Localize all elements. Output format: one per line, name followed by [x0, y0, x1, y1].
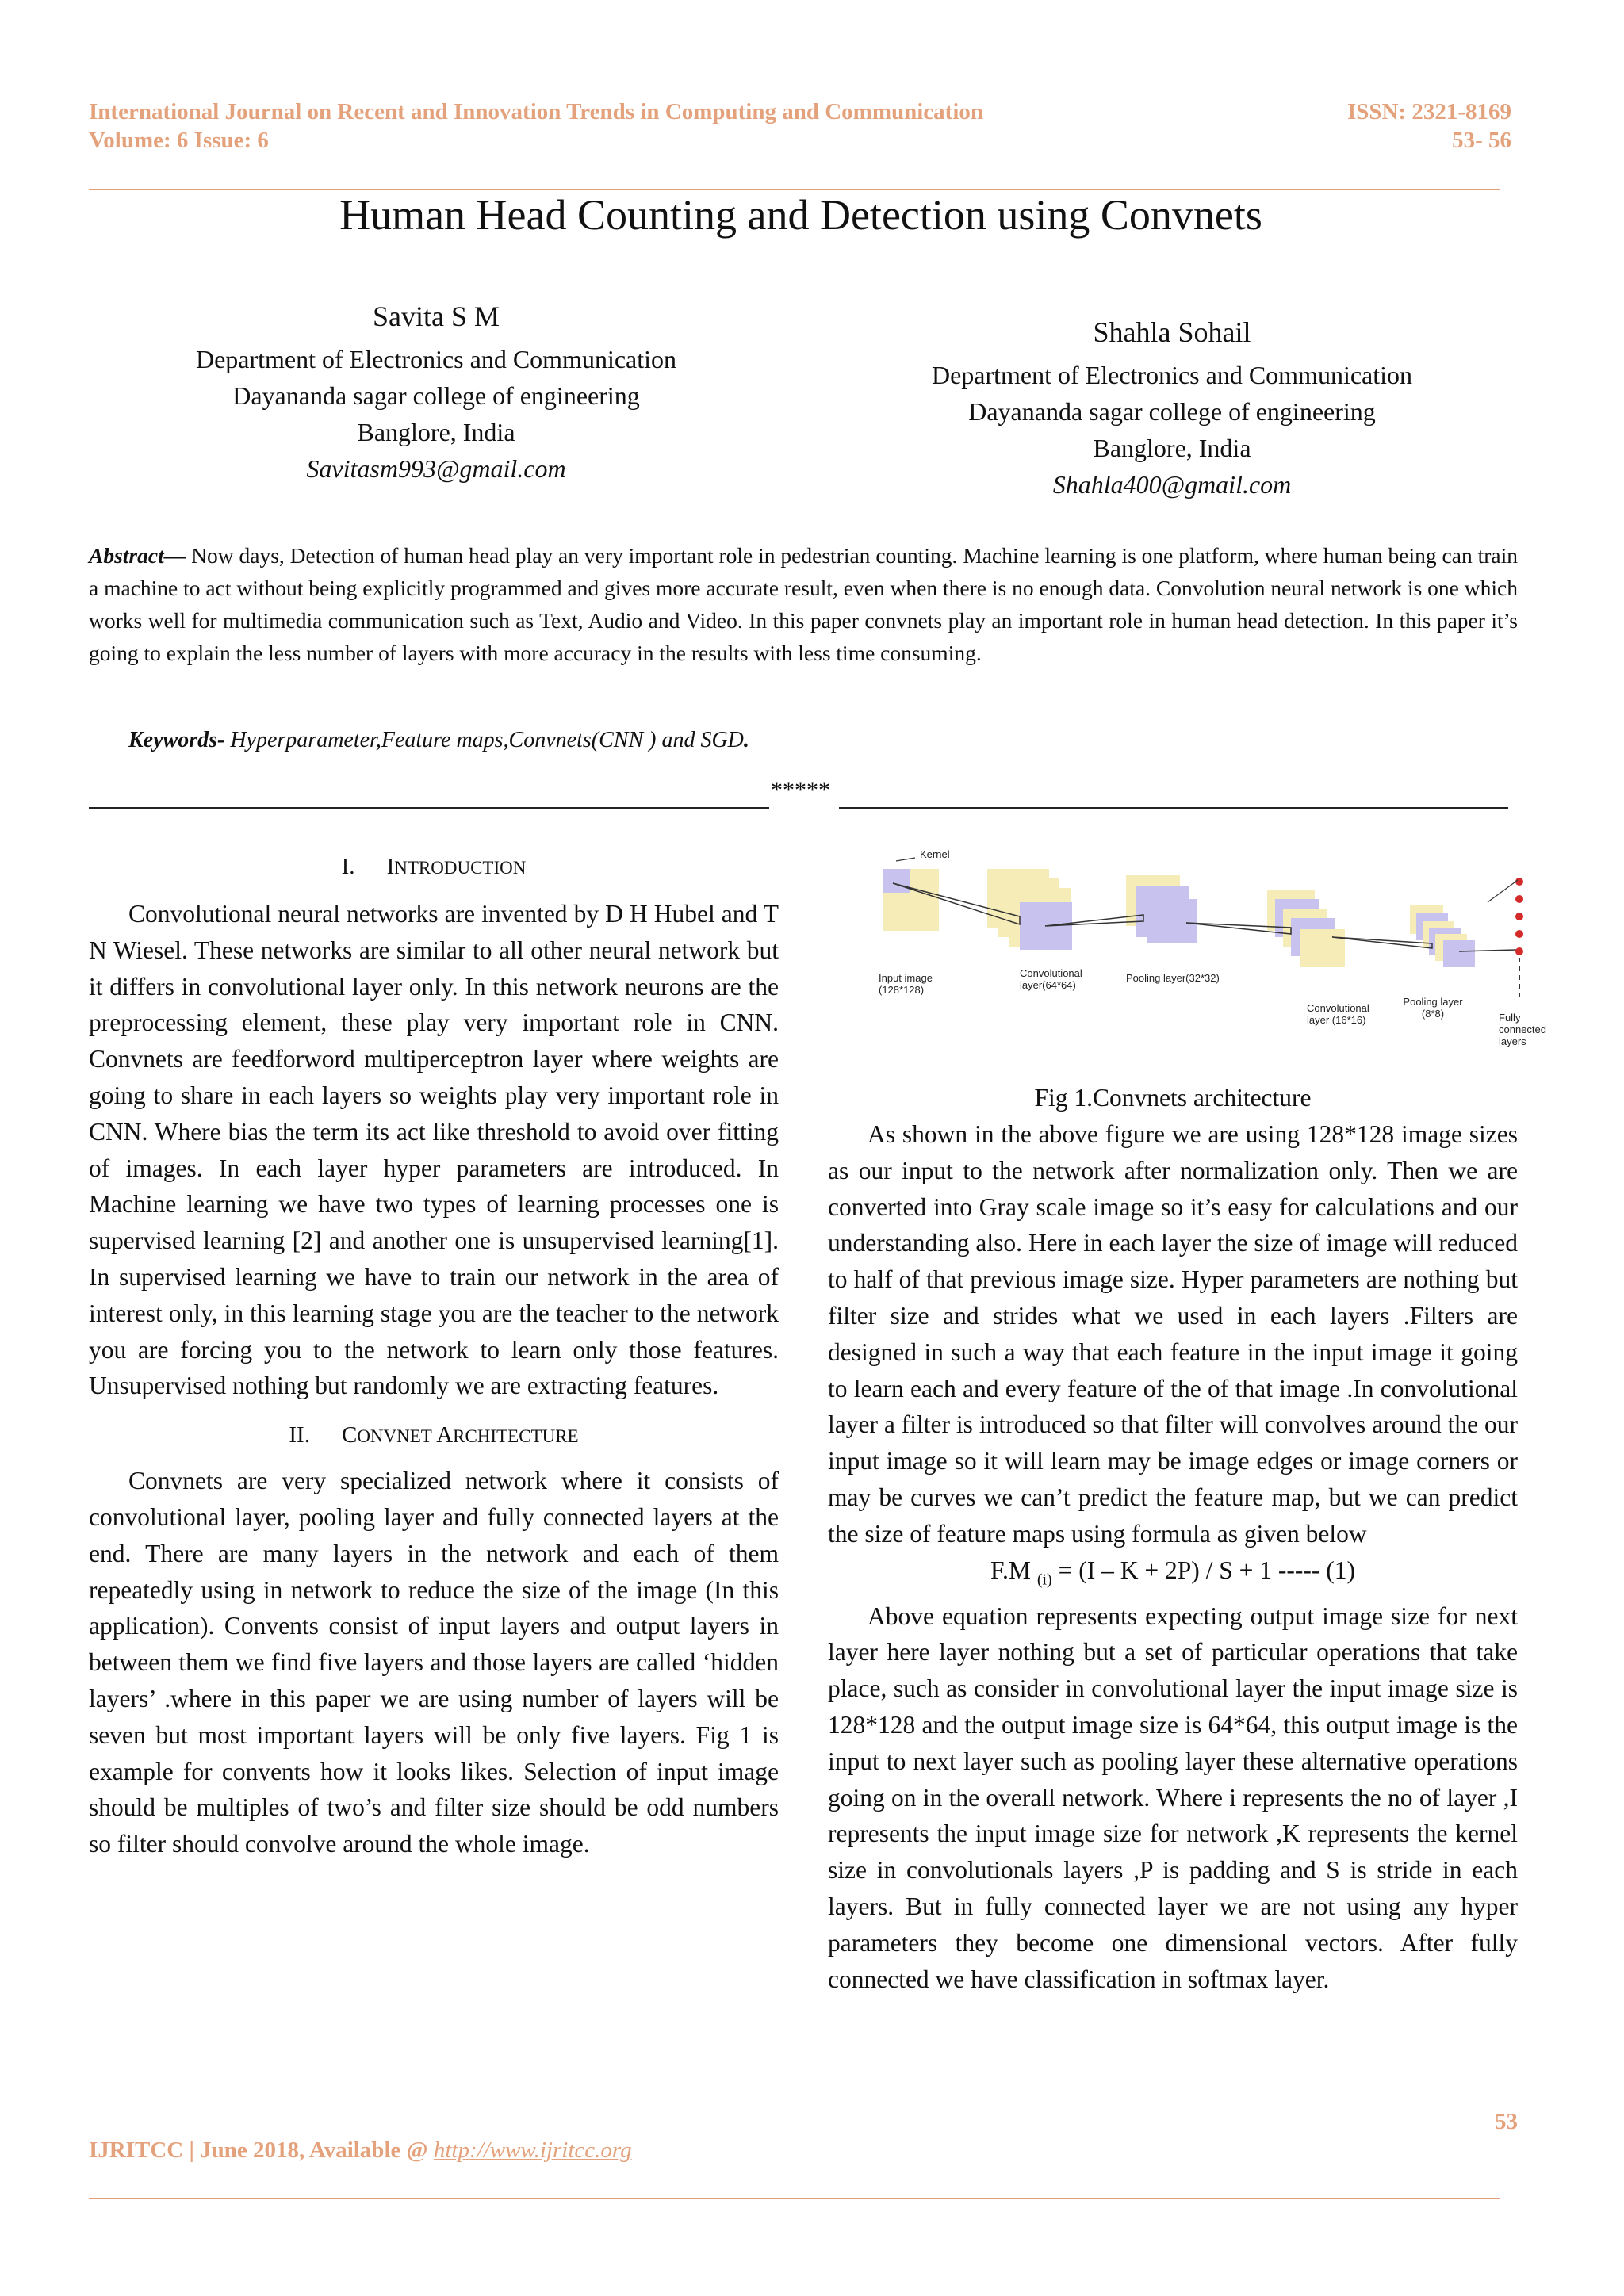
- footer-link[interactable]: http://www.ijritcc.org: [433, 2137, 632, 2163]
- author-college: Dayananda sagar college of engineering: [968, 397, 1376, 426]
- keywords-label: Keywords-: [128, 728, 225, 752]
- label-input-image: Input image (128*128): [879, 972, 933, 996]
- conv-layer-2-map: [1300, 929, 1345, 967]
- architecture-paragraph: Convnets are very specialized network where it consists of convolutional layer, pooling layer and fully connected layers at the end. There are many layers in the network and each of them repeatedly using in network to reduce the size of the image (In this application). Convents consist of input layers and output layers in between them we find five layers and those layers are called ‘hidden layers’ .where in this paper we are using number of layers will be seven but most important layers will be only five layers. Fig 1 is example for convents how it looks likes. Selection of input image should be multiples of two’s and filter size should be odd numbers so filter should convolve around the whole image.: [89, 1467, 779, 1858]
- fc-node: [1515, 895, 1523, 903]
- author-dept: Department of Electronics and Communication: [931, 361, 1413, 389]
- issn: ISSN: 2321-8169: [1346, 99, 1511, 124]
- footer-text: [89, 2137, 632, 2164]
- section-title-initial: C: [341, 1422, 358, 1448]
- abstract: [89, 539, 1518, 669]
- section-title: ONVNET: [357, 1426, 437, 1447]
- author-college: Dayananda sagar college of engineering: [232, 381, 640, 410]
- figure-discussion-paragraph: As shown in the above figure we are using 128*128 image sizes as our input to the network after normalization only. Then we are converted into Gray scale image so it’s easy for calculations and our understanding also. Here in each layer the size of image will reduced to half of that previous image size. Hyper parameters are nothing but filter size and strides what we used in each layers .Filters are designed in such a way that each feature in the input image it going to learn each and every feature of the of that image .In convolutional layer a filter is introduced so that filter will convolves around the our input image so it will learn may be image edges or image corners or may be curves we can’t predict the feature map, but we can predict the size of feature maps using formula as given below: [828, 1120, 1518, 1548]
- kernel-window: [883, 869, 910, 893]
- author-block-1: [151, 297, 722, 487]
- keywords: [128, 728, 749, 753]
- separator-rule-right: [839, 807, 1508, 809]
- section-heading-architecture: [89, 1417, 779, 1455]
- footer-label: IJRITCC | June 2018, Available @: [89, 2137, 434, 2163]
- keywords-text: Hyperparameter,Feature maps,Convnets(CNN ) and SGD: [224, 728, 744, 752]
- intro-paragraph: Convolutional neural networks are invented by D H Hubel and T N Wiesel. These networks are similar to all other neural network but it differs in convolutional layer only. In this network neurons are the preprocessing element, these play very important role in CNN. Convnets are feedforword multiperceptron layer where weights are going to share in each layers so weights play very important role in CNN. Where bias the term its act like threshold to avoid over fitting of images. In each layer hyper parameters are introduced. In Machine learning we have two types of learning processes one is supervised learning [2] and another one is unsupervised learning[1]. In supervised learning we have to train our network in the area of interest only, in this learning stage you are the teacher to the network you are forcing you to the network to learn only those features. Unsupervised nothing but randomly we are extracting features.: [89, 900, 779, 1400]
- left-column: [89, 848, 779, 1862]
- formula-lhs: F.M: [990, 1556, 1037, 1584]
- section-title-initial: I: [386, 854, 395, 879]
- abstract-label: Abstract—: [89, 543, 186, 568]
- section-title-initial: A: [436, 1422, 454, 1448]
- footer-rule: [89, 2198, 1500, 2199]
- page-number: 53: [1495, 2109, 1518, 2134]
- formula: [828, 1552, 1518, 1598]
- fc-connector: [1488, 880, 1518, 902]
- section-title: RCHITECTURE: [453, 1426, 579, 1447]
- label-fully-connected: Fully connected layers: [1499, 1012, 1546, 1047]
- volume-issue: Volume: 6 Issue: 6: [89, 128, 269, 153]
- section-title: NTRODUCTION: [394, 858, 527, 878]
- page-range: 53- 56: [1452, 128, 1511, 153]
- section-heading-intro: [89, 848, 779, 886]
- label-conv-layer-1: Convolutional layer(64*64): [1020, 967, 1082, 991]
- author-dept: Department of Electronics and Communication: [195, 345, 677, 373]
- fc-node: [1515, 930, 1523, 938]
- label-pool-layer-1: Pooling layer(32*32): [1126, 972, 1220, 984]
- label-kernel: Kernel: [920, 848, 950, 860]
- fc-node: [1515, 913, 1523, 920]
- formula-explanation-paragraph: Above equation represents expecting output image size for next layer here layer nothing but a set of particular operations that take place, such as consider in convolutional layer the input image size is 128*128 and the output image size is 64*64, this output image is the input to next layer such as pooling layer these alternative operations going on in the overall network. Where i represents the no of layer ,I represents the input image size for network ,K represents the kernel size in convolutionals layers ,P is padding and S is stride in each layers. But in fully connected layer we are not using any hyper parameters they become one dimensional vectors. After fully connected we have classification in softmax layer.: [828, 1601, 1518, 1993]
- formula-rhs: = (I – K + 2P) / S + 1 ----- (1): [1051, 1556, 1355, 1584]
- author-block-2: [887, 312, 1457, 503]
- author-name: Shahla Sohail: [1093, 316, 1251, 348]
- paper-title: Human Head Counting and Detection using Convnets: [339, 191, 1262, 239]
- author-name: Savita S M: [372, 300, 500, 332]
- fc-node: [1515, 947, 1523, 955]
- keywords-end: .: [743, 728, 749, 752]
- author-location: Banglore, India: [357, 418, 515, 446]
- journal-name: International Journal on Recent and Innovation Trends in Computing and Communication: [89, 99, 983, 124]
- kernel-pointer: [896, 858, 915, 861]
- pool-layer-1-map: [1147, 899, 1197, 943]
- section-number: II.: [289, 1422, 310, 1448]
- author-email: Savitasm993@gmail.com: [306, 454, 566, 483]
- right-column: [828, 1080, 1518, 1997]
- fc-node: [1515, 878, 1523, 886]
- formula-subscript: (i): [1036, 1570, 1052, 1588]
- convnet-diagram: [872, 839, 1554, 1061]
- pool-layer-2-map: [1443, 940, 1475, 967]
- author-location: Banglore, India: [1093, 434, 1251, 462]
- section-number: I.: [341, 854, 355, 879]
- separator-rule-left: [89, 807, 769, 809]
- figure-convnet-architecture: [872, 839, 1554, 1061]
- figure-caption: Fig 1.Convnets architecture: [1034, 1084, 1312, 1112]
- label-conv-layer-2: Convolutional layer (16*16): [1307, 1002, 1369, 1026]
- label-pool-layer-2: Pooling layer (8*8): [1403, 996, 1463, 1020]
- separator-stars: *****: [771, 777, 830, 803]
- abstract-text: Now days, Detection of human head play an very important role in pedestrian counting. Machine learning is one platform, where human being can train a machine to act without being explicitly programmed and gives more accurate result, even when there is no enough data. Convolution neural network is one which works well for multimedia communication such as Text, Audio and Video. In this paper convnets play an important role in human head detection. In this paper it’s going to explain the less number of layers with more accuracy in the results with less time consuming.: [89, 543, 1518, 665]
- author-email: Shahla400@gmail.com: [1052, 470, 1292, 499]
